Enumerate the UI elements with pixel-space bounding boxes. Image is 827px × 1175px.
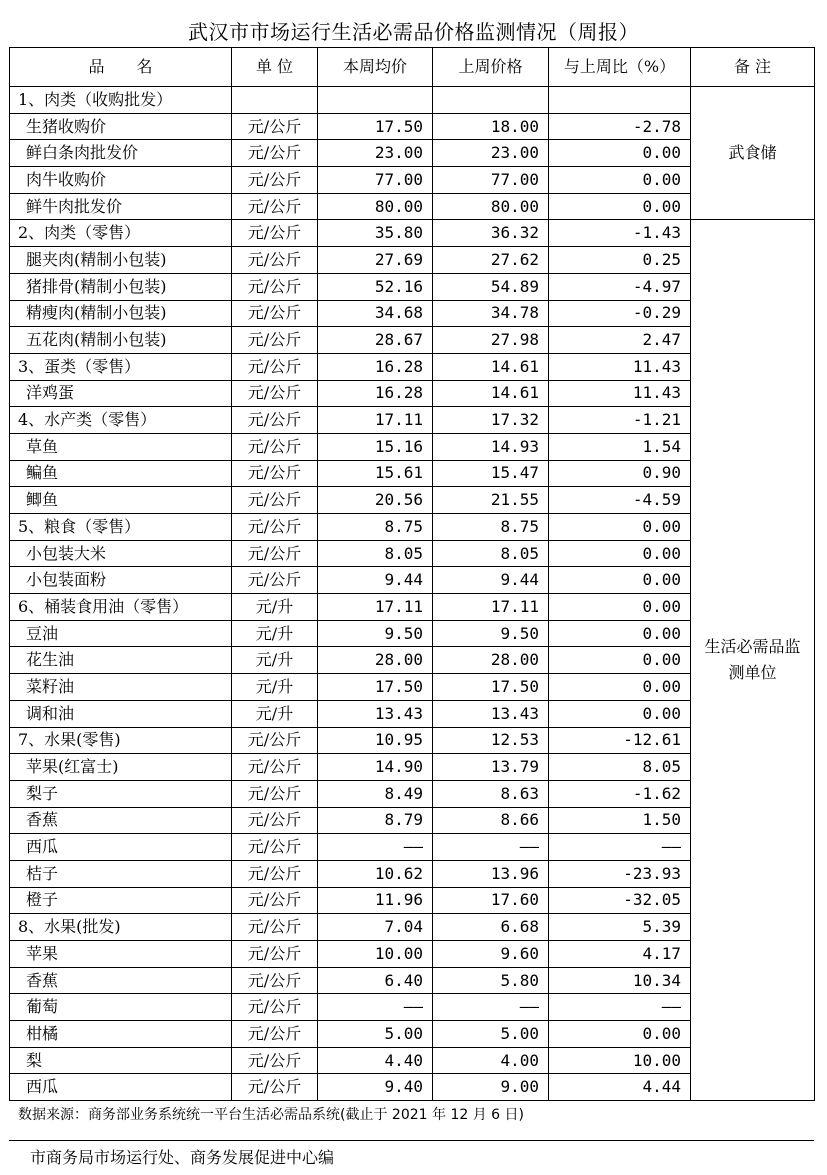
row-this-week-price: 23.00	[318, 140, 433, 167]
row-name: 精瘦肉(精制小包装)	[10, 300, 232, 327]
row-this-week-price: 10.95	[318, 727, 433, 754]
row-this-week-price: 35.80	[318, 220, 433, 247]
row-last-week-price: 17.50	[433, 674, 549, 701]
row-change-percent: -12.61	[549, 727, 691, 754]
row-unit: 元/升	[232, 594, 318, 621]
row-this-week-price: 17.11	[318, 407, 433, 434]
row-name: 猪排骨(精制小包装)	[10, 273, 232, 300]
row-name: 生猪收购价	[10, 113, 232, 140]
row-last-week-price: 27.98	[433, 327, 549, 354]
row-last-week-price: 8.66	[433, 807, 549, 834]
row-last-week-price: 4.00	[433, 1047, 549, 1074]
row-unit: 元/升	[232, 674, 318, 701]
row-change-percent: 0.00	[549, 647, 691, 674]
row-unit: 元/公斤	[232, 914, 318, 941]
row-change-percent: -4.59	[549, 487, 691, 514]
row-this-week-price: 8.75	[318, 514, 433, 541]
row-change-percent: -1.21	[549, 407, 691, 434]
row-change-percent: 10.34	[549, 967, 691, 994]
row-last-week-price: 17.11	[433, 594, 549, 621]
row-unit: 元/公斤	[232, 1047, 318, 1074]
row-last-week-price: 8.75	[433, 514, 549, 541]
row-change-percent: 1.50	[549, 807, 691, 834]
row-name: 豆油	[10, 620, 232, 647]
row-name: 7、水果(零售)	[10, 727, 232, 754]
row-name: 苹果(红富士)	[10, 754, 232, 781]
row-change-percent: 8.05	[549, 754, 691, 781]
row-last-week-price: 34.78	[433, 300, 549, 327]
row-name: 桔子	[10, 860, 232, 887]
row-unit: 元/公斤	[232, 567, 318, 594]
row-name: 苹果	[10, 941, 232, 968]
row-this-week-price	[318, 87, 433, 114]
row-unit: 元/升	[232, 700, 318, 727]
header-note: 备 注	[691, 48, 815, 87]
row-unit: 元/公斤	[232, 353, 318, 380]
row-change-percent: -23.93	[549, 860, 691, 887]
row-last-week-price: 17.32	[433, 407, 549, 434]
row-change-percent: -2.78	[549, 113, 691, 140]
row-this-week-price: 13.43	[318, 700, 433, 727]
row-last-week-price: 21.55	[433, 487, 549, 514]
row-this-week-price: 17.11	[318, 594, 433, 621]
row-unit: 元/公斤	[232, 860, 318, 887]
row-this-week-price: 10.62	[318, 860, 433, 887]
row-name: 西瓜	[10, 1074, 232, 1101]
row-unit: 元/公斤	[232, 273, 318, 300]
row-change-percent: -32.05	[549, 887, 691, 914]
row-unit: 元/公斤	[232, 300, 318, 327]
row-last-week-price: 27.62	[433, 247, 549, 274]
row-this-week-price: 16.28	[318, 353, 433, 380]
row-name: 香蕉	[10, 967, 232, 994]
row-last-week-price: 14.61	[433, 353, 549, 380]
row-unit: 元/升	[232, 620, 318, 647]
row-name: 花生油	[10, 647, 232, 674]
row-change-percent: 4.17	[549, 941, 691, 968]
row-this-week-price: 80.00	[318, 193, 433, 220]
row-unit: 元/公斤	[232, 193, 318, 220]
row-last-week-price: 13.43	[433, 700, 549, 727]
row-this-week-price: 8.05	[318, 540, 433, 567]
row-last-week-price: 54.89	[433, 273, 549, 300]
row-this-week-price: 10.00	[318, 941, 433, 968]
row-this-week-price: 17.50	[318, 113, 433, 140]
row-last-week-price: 9.44	[433, 567, 549, 594]
footer-divider	[9, 1140, 814, 1141]
row-this-week-price: 77.00	[318, 167, 433, 194]
row-last-week-price: 13.96	[433, 860, 549, 887]
header-name: 品 名	[10, 48, 232, 87]
row-this-week-price: 9.44	[318, 567, 433, 594]
row-name: 西瓜	[10, 834, 232, 861]
row-unit: 元/公斤	[232, 1021, 318, 1048]
row-last-week-price: 12.53	[433, 727, 549, 754]
row-this-week-price: ——	[318, 994, 433, 1021]
row-change-percent: -4.97	[549, 273, 691, 300]
row-this-week-price: 20.56	[318, 487, 433, 514]
row-last-week-price: 80.00	[433, 193, 549, 220]
row-last-week-price: 13.79	[433, 754, 549, 781]
row-name: 鲜白条肉批发价	[10, 140, 232, 167]
row-last-week-price: 8.63	[433, 780, 549, 807]
row-name: 5、粮食（零售）	[10, 514, 232, 541]
row-name: 调和油	[10, 700, 232, 727]
row-this-week-price: 27.69	[318, 247, 433, 274]
row-change-percent: -1.43	[549, 220, 691, 247]
row-unit: 元/公斤	[232, 1074, 318, 1101]
row-unit: 元/公斤	[232, 167, 318, 194]
row-this-week-price: 15.16	[318, 433, 433, 460]
row-name: 菜籽油	[10, 674, 232, 701]
row-last-week-price	[433, 87, 549, 114]
row-last-week-price: 23.00	[433, 140, 549, 167]
row-change-percent: 1.54	[549, 433, 691, 460]
row-name: 小包装面粉	[10, 567, 232, 594]
row-last-week-price: 6.68	[433, 914, 549, 941]
row-last-week-price: ——	[433, 834, 549, 861]
row-change-percent: 0.00	[549, 514, 691, 541]
row-unit: 元/公斤	[232, 807, 318, 834]
row-this-week-price: 52.16	[318, 273, 433, 300]
row-this-week-price: 28.00	[318, 647, 433, 674]
row-unit: 元/公斤	[232, 247, 318, 274]
row-unit: 元/公斤	[232, 540, 318, 567]
row-this-week-price: ——	[318, 834, 433, 861]
row-change-percent: 0.00	[549, 193, 691, 220]
row-this-week-price: 6.40	[318, 967, 433, 994]
row-last-week-price: 18.00	[433, 113, 549, 140]
row-this-week-price: 8.79	[318, 807, 433, 834]
row-change-percent: 0.00	[549, 140, 691, 167]
header-change: 与上周比（%）	[549, 48, 691, 87]
row-last-week-price: 28.00	[433, 647, 549, 674]
row-unit: 元/公斤	[232, 460, 318, 487]
table-header-row	[10, 48, 815, 87]
row-this-week-price: 11.96	[318, 887, 433, 914]
row-name: 小包装大米	[10, 540, 232, 567]
row-name: 鲫鱼	[10, 487, 232, 514]
row-name: 4、水产类（零售）	[10, 407, 232, 434]
header-last-week: 上周价格	[433, 48, 549, 87]
row-name: 草鱼	[10, 433, 232, 460]
row-this-week-price: 15.61	[318, 460, 433, 487]
row-unit: 元/公斤	[232, 433, 318, 460]
row-name: 鳊鱼	[10, 460, 232, 487]
row-change-percent: 4.44	[549, 1074, 691, 1101]
table-row	[10, 87, 815, 114]
row-unit: 元/公斤	[232, 113, 318, 140]
row-change-percent	[549, 87, 691, 114]
row-name: 柑橘	[10, 1021, 232, 1048]
row-name: 肉牛收购价	[10, 167, 232, 194]
note-group-1: 武食储	[691, 87, 815, 220]
row-this-week-price: 17.50	[318, 674, 433, 701]
row-change-percent: 0.00	[549, 540, 691, 567]
row-name: 梨子	[10, 780, 232, 807]
row-this-week-price: 16.28	[318, 380, 433, 407]
row-unit	[232, 87, 318, 114]
header-this-week: 本周均价	[318, 48, 433, 87]
row-this-week-price: 14.90	[318, 754, 433, 781]
row-change-percent: 0.00	[549, 567, 691, 594]
row-this-week-price: 9.50	[318, 620, 433, 647]
row-name: 8、水果(批发)	[10, 914, 232, 941]
row-last-week-price: 15.47	[433, 460, 549, 487]
row-name: 橙子	[10, 887, 232, 914]
header-unit: 单 位	[232, 48, 318, 87]
row-unit: 元/升	[232, 647, 318, 674]
row-unit: 元/公斤	[232, 487, 318, 514]
row-change-percent: ——	[549, 994, 691, 1021]
row-unit: 元/公斤	[232, 407, 318, 434]
row-unit: 元/公斤	[232, 887, 318, 914]
row-last-week-price: 5.00	[433, 1021, 549, 1048]
row-last-week-price: 17.60	[433, 887, 549, 914]
row-unit: 元/公斤	[232, 780, 318, 807]
row-name: 香蕉	[10, 807, 232, 834]
row-last-week-price: 9.50	[433, 620, 549, 647]
price-table	[9, 47, 815, 1101]
row-name: 洋鸡蛋	[10, 380, 232, 407]
row-unit: 元/公斤	[232, 994, 318, 1021]
row-last-week-price: 9.60	[433, 941, 549, 968]
row-last-week-price: ——	[433, 994, 549, 1021]
table-body	[10, 87, 815, 1101]
table-row	[10, 220, 815, 247]
note-group-2: 生活必需品监测单位	[691, 220, 815, 1101]
row-unit: 元/公斤	[232, 727, 318, 754]
row-change-percent: ——	[549, 834, 691, 861]
row-change-percent: 11.43	[549, 380, 691, 407]
row-last-week-price: 5.80	[433, 967, 549, 994]
row-change-percent: 0.00	[549, 594, 691, 621]
row-unit: 元/公斤	[232, 967, 318, 994]
row-last-week-price: 36.32	[433, 220, 549, 247]
row-name: 2、肉类（零售）	[10, 220, 232, 247]
row-this-week-price: 4.40	[318, 1047, 433, 1074]
row-change-percent: 2.47	[549, 327, 691, 354]
row-unit: 元/公斤	[232, 327, 318, 354]
row-change-percent: 0.00	[549, 700, 691, 727]
row-last-week-price: 8.05	[433, 540, 549, 567]
data-source-note: 数据来源：商务部业务系统统一平台生活必需品系统(截止于 2021 年 12 月 6 日)	[18, 1107, 524, 1123]
row-name: 鲜牛肉批发价	[10, 193, 232, 220]
row-this-week-price: 28.67	[318, 327, 433, 354]
row-unit: 元/公斤	[232, 514, 318, 541]
row-unit: 元/公斤	[232, 140, 318, 167]
row-name: 腿夹肉(精制小包装)	[10, 247, 232, 274]
row-unit: 元/公斤	[232, 941, 318, 968]
row-unit: 元/公斤	[232, 220, 318, 247]
row-name: 梨	[10, 1047, 232, 1074]
row-this-week-price: 5.00	[318, 1021, 433, 1048]
row-unit: 元/公斤	[232, 380, 318, 407]
row-change-percent: 5.39	[549, 914, 691, 941]
row-name: 6、桶装食用油（零售）	[10, 594, 232, 621]
row-unit: 元/公斤	[232, 834, 318, 861]
page-title: 武汉市市场运行生活必需品价格监测情况（周报）	[188, 20, 639, 44]
row-change-percent: 10.00	[549, 1047, 691, 1074]
row-last-week-price: 77.00	[433, 167, 549, 194]
row-change-percent: 0.00	[549, 674, 691, 701]
row-this-week-price: 8.49	[318, 780, 433, 807]
row-this-week-price: 34.68	[318, 300, 433, 327]
row-name: 1、肉类（收购批发）	[10, 87, 232, 114]
row-change-percent: 0.90	[549, 460, 691, 487]
row-name: 葡萄	[10, 994, 232, 1021]
row-change-percent: -0.29	[549, 300, 691, 327]
row-last-week-price: 14.61	[433, 380, 549, 407]
editor-note: 市商务局市场运行处、商务发展促进中心编	[30, 1148, 335, 1167]
row-this-week-price: 9.40	[318, 1074, 433, 1101]
row-change-percent: 11.43	[549, 353, 691, 380]
row-change-percent: 0.25	[549, 247, 691, 274]
row-name: 五花肉(精制小包装)	[10, 327, 232, 354]
row-name: 3、蛋类（零售）	[10, 353, 232, 380]
row-change-percent: -1.62	[549, 780, 691, 807]
row-change-percent: 0.00	[549, 167, 691, 194]
row-this-week-price: 7.04	[318, 914, 433, 941]
row-change-percent: 0.00	[549, 1021, 691, 1048]
row-unit: 元/公斤	[232, 754, 318, 781]
row-last-week-price: 9.00	[433, 1074, 549, 1101]
row-last-week-price: 14.93	[433, 433, 549, 460]
row-change-percent: 0.00	[549, 620, 691, 647]
